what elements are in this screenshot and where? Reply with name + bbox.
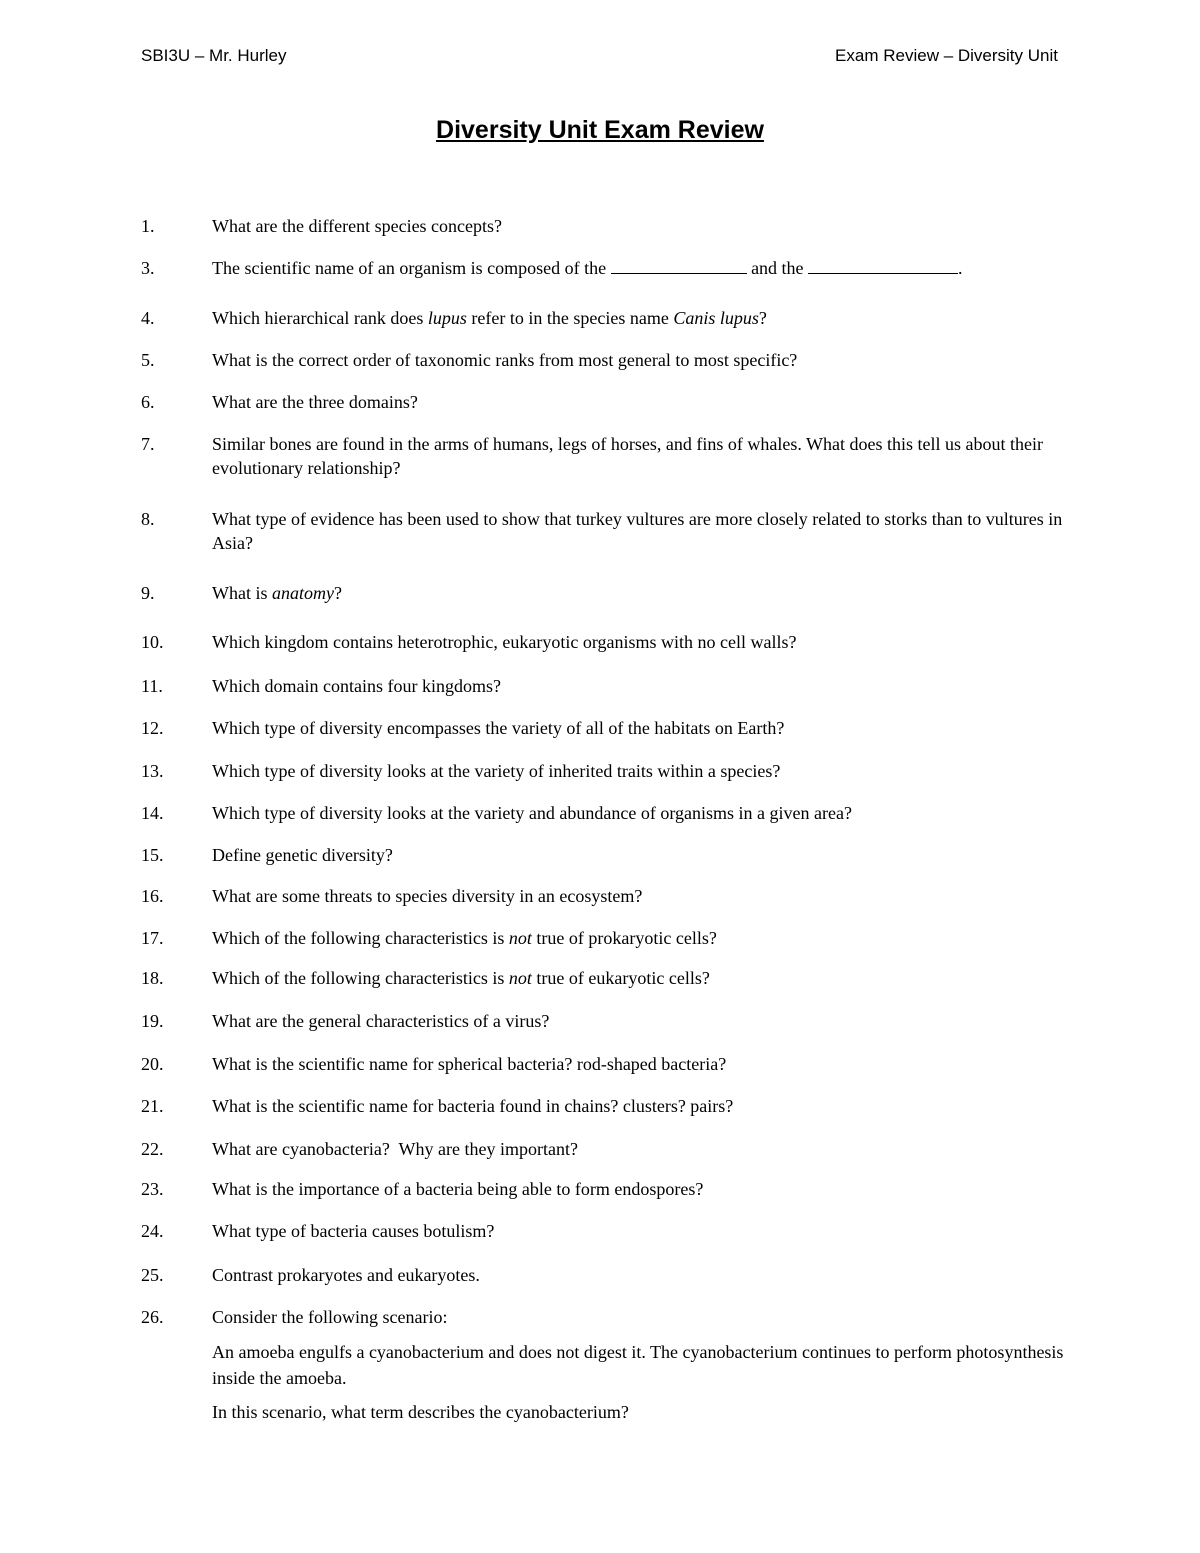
question-text: What is the importance of a bacteria being able to form endospores? bbox=[212, 1179, 704, 1199]
question-text-part: . bbox=[958, 258, 963, 278]
question-text: Consider the following scenario: bbox=[212, 1307, 448, 1327]
question-9 bbox=[141, 581, 1091, 605]
question-text-part: The scientific name of an organism is composed of the bbox=[212, 258, 607, 278]
question-number: 6. bbox=[141, 392, 155, 412]
question-number: 4. bbox=[141, 308, 155, 328]
question-19 bbox=[141, 1009, 1091, 1033]
question-number: 12. bbox=[141, 718, 164, 738]
question-26 bbox=[141, 1305, 1091, 1425]
question-15 bbox=[141, 843, 1091, 867]
question-18 bbox=[141, 966, 1091, 990]
question-number: 23. bbox=[141, 1179, 164, 1199]
question-text bbox=[212, 306, 1091, 330]
question-text-part: true of prokaryotic cells? bbox=[536, 928, 717, 948]
question-text: Similar bones are found in the arms of humans, legs of horses, and fins of whales. What does this tell us about their evolutionary relationship? bbox=[212, 434, 1044, 478]
question-text: What is the scientific name for bacteria found in chains? clusters? pairs? bbox=[212, 1096, 734, 1116]
question-text: What are cyanobacteria? Why are they important? bbox=[212, 1139, 578, 1159]
question-text-part: Which of the following characteristics is bbox=[212, 968, 505, 988]
question-number: 8. bbox=[141, 509, 155, 529]
question-25 bbox=[141, 1263, 1091, 1287]
question-number: 1. bbox=[141, 216, 155, 236]
scenario-text: An amoeba engulfs a cyanobacterium and does not digest it. The cyanobacterium continues to perform photosynthesis inside the amoeba. bbox=[212, 1342, 1064, 1388]
question-text-part: true of eukaryotic cells? bbox=[536, 968, 710, 988]
italic-term: lupus bbox=[427, 308, 467, 328]
answer-blank bbox=[611, 256, 747, 274]
question-1 bbox=[141, 214, 1091, 238]
page-title: Diversity Unit Exam Review bbox=[436, 116, 764, 144]
question-number: 13. bbox=[141, 761, 164, 781]
question-11 bbox=[141, 674, 1091, 698]
question-number: 17. bbox=[141, 928, 164, 948]
answer-blank bbox=[808, 256, 958, 274]
question-text: What are the three domains? bbox=[212, 392, 418, 412]
question-number: 3. bbox=[141, 258, 155, 278]
question-14 bbox=[141, 801, 1091, 825]
question-6 bbox=[141, 390, 1091, 414]
question-number: 7. bbox=[141, 434, 155, 454]
question-text: Which kingdom contains heterotrophic, eukaryotic organisms with no cell walls? bbox=[212, 632, 797, 652]
question-text bbox=[212, 926, 1091, 950]
question-16 bbox=[141, 884, 1091, 908]
question-number: 24. bbox=[141, 1221, 164, 1241]
question-text: Define genetic diversity? bbox=[212, 845, 393, 865]
question-23 bbox=[141, 1177, 1091, 1201]
question-text bbox=[212, 966, 1091, 990]
question-number: 25. bbox=[141, 1265, 164, 1285]
question-24 bbox=[141, 1219, 1091, 1243]
question-number: 21. bbox=[141, 1096, 164, 1116]
question-number: 10. bbox=[141, 632, 164, 652]
question-13 bbox=[141, 759, 1091, 783]
question-text bbox=[212, 256, 1091, 280]
question-12 bbox=[141, 716, 1091, 740]
question-text-part: ? bbox=[758, 308, 767, 328]
question-text: What is the scientific name for spherical bacteria? rod-shaped bacteria? bbox=[212, 1054, 727, 1074]
question-text: Contrast prokaryotes and eukaryotes. bbox=[212, 1265, 480, 1285]
question-number: 11. bbox=[141, 676, 163, 696]
question-20 bbox=[141, 1052, 1091, 1076]
question-number: 18. bbox=[141, 968, 164, 988]
question-text-part: Which hierarchical rank does bbox=[212, 308, 424, 328]
question-text: What is the correct order of taxonomic ranks from most general to most specific? bbox=[212, 350, 798, 370]
question-text-part: What is bbox=[212, 583, 268, 603]
question-3 bbox=[141, 256, 1091, 280]
question-number: 9. bbox=[141, 583, 155, 603]
question-7 bbox=[141, 432, 1091, 480]
question-number: 15. bbox=[141, 845, 164, 865]
question-text: Which domain contains four kingdoms? bbox=[212, 676, 501, 696]
question-text: What are the different species concepts? bbox=[212, 216, 503, 236]
header-right: Exam Review – Diversity Unit bbox=[835, 46, 1058, 65]
scenario-question: In this scenario, what term describes the cyanobacterium? bbox=[212, 1402, 629, 1422]
question-number: 19. bbox=[141, 1011, 164, 1031]
question-17 bbox=[141, 926, 1091, 950]
question-number: 20. bbox=[141, 1054, 164, 1074]
question-8 bbox=[141, 507, 1091, 555]
question-4 bbox=[141, 306, 1091, 330]
question-number: 14. bbox=[141, 803, 164, 823]
question-number: 22. bbox=[141, 1139, 164, 1159]
question-number: 26. bbox=[141, 1307, 164, 1327]
question-22 bbox=[141, 1137, 1091, 1161]
question-text-part: Which of the following characteristics is bbox=[212, 928, 505, 948]
header-left: SBI3U – Mr. Hurley bbox=[141, 46, 287, 65]
question-text-part: ? bbox=[334, 583, 342, 603]
question-text: Which type of diversity encompasses the variety of all of the habitats on Earth? bbox=[212, 718, 785, 738]
question-10 bbox=[141, 630, 1091, 654]
question-text-part: and the bbox=[751, 258, 804, 278]
question-text: Which type of diversity looks at the variety of inherited traits within a species? bbox=[212, 761, 781, 781]
italic-term: anatomy bbox=[272, 583, 334, 603]
italic-term: not bbox=[508, 928, 532, 948]
question-number: 5. bbox=[141, 350, 155, 370]
question-21 bbox=[141, 1094, 1091, 1118]
question-text bbox=[212, 581, 1091, 605]
italic-term: Canis lupus bbox=[673, 308, 759, 328]
question-text: Which type of diversity looks at the variety and abundance of organisms in a given area? bbox=[212, 803, 852, 823]
question-text: What type of evidence has been used to show that turkey vultures are more closely related to storks than to vultures in Asia? bbox=[212, 509, 1063, 553]
question-number: 16. bbox=[141, 886, 164, 906]
question-5 bbox=[141, 348, 1091, 372]
italic-term: not bbox=[508, 968, 532, 988]
question-text: What are some threats to species diversity in an ecosystem? bbox=[212, 886, 643, 906]
question-text: What are the general characteristics of a virus? bbox=[212, 1011, 550, 1031]
question-text-part: refer to in the species name bbox=[471, 308, 669, 328]
question-text: What type of bacteria causes botulism? bbox=[212, 1221, 495, 1241]
